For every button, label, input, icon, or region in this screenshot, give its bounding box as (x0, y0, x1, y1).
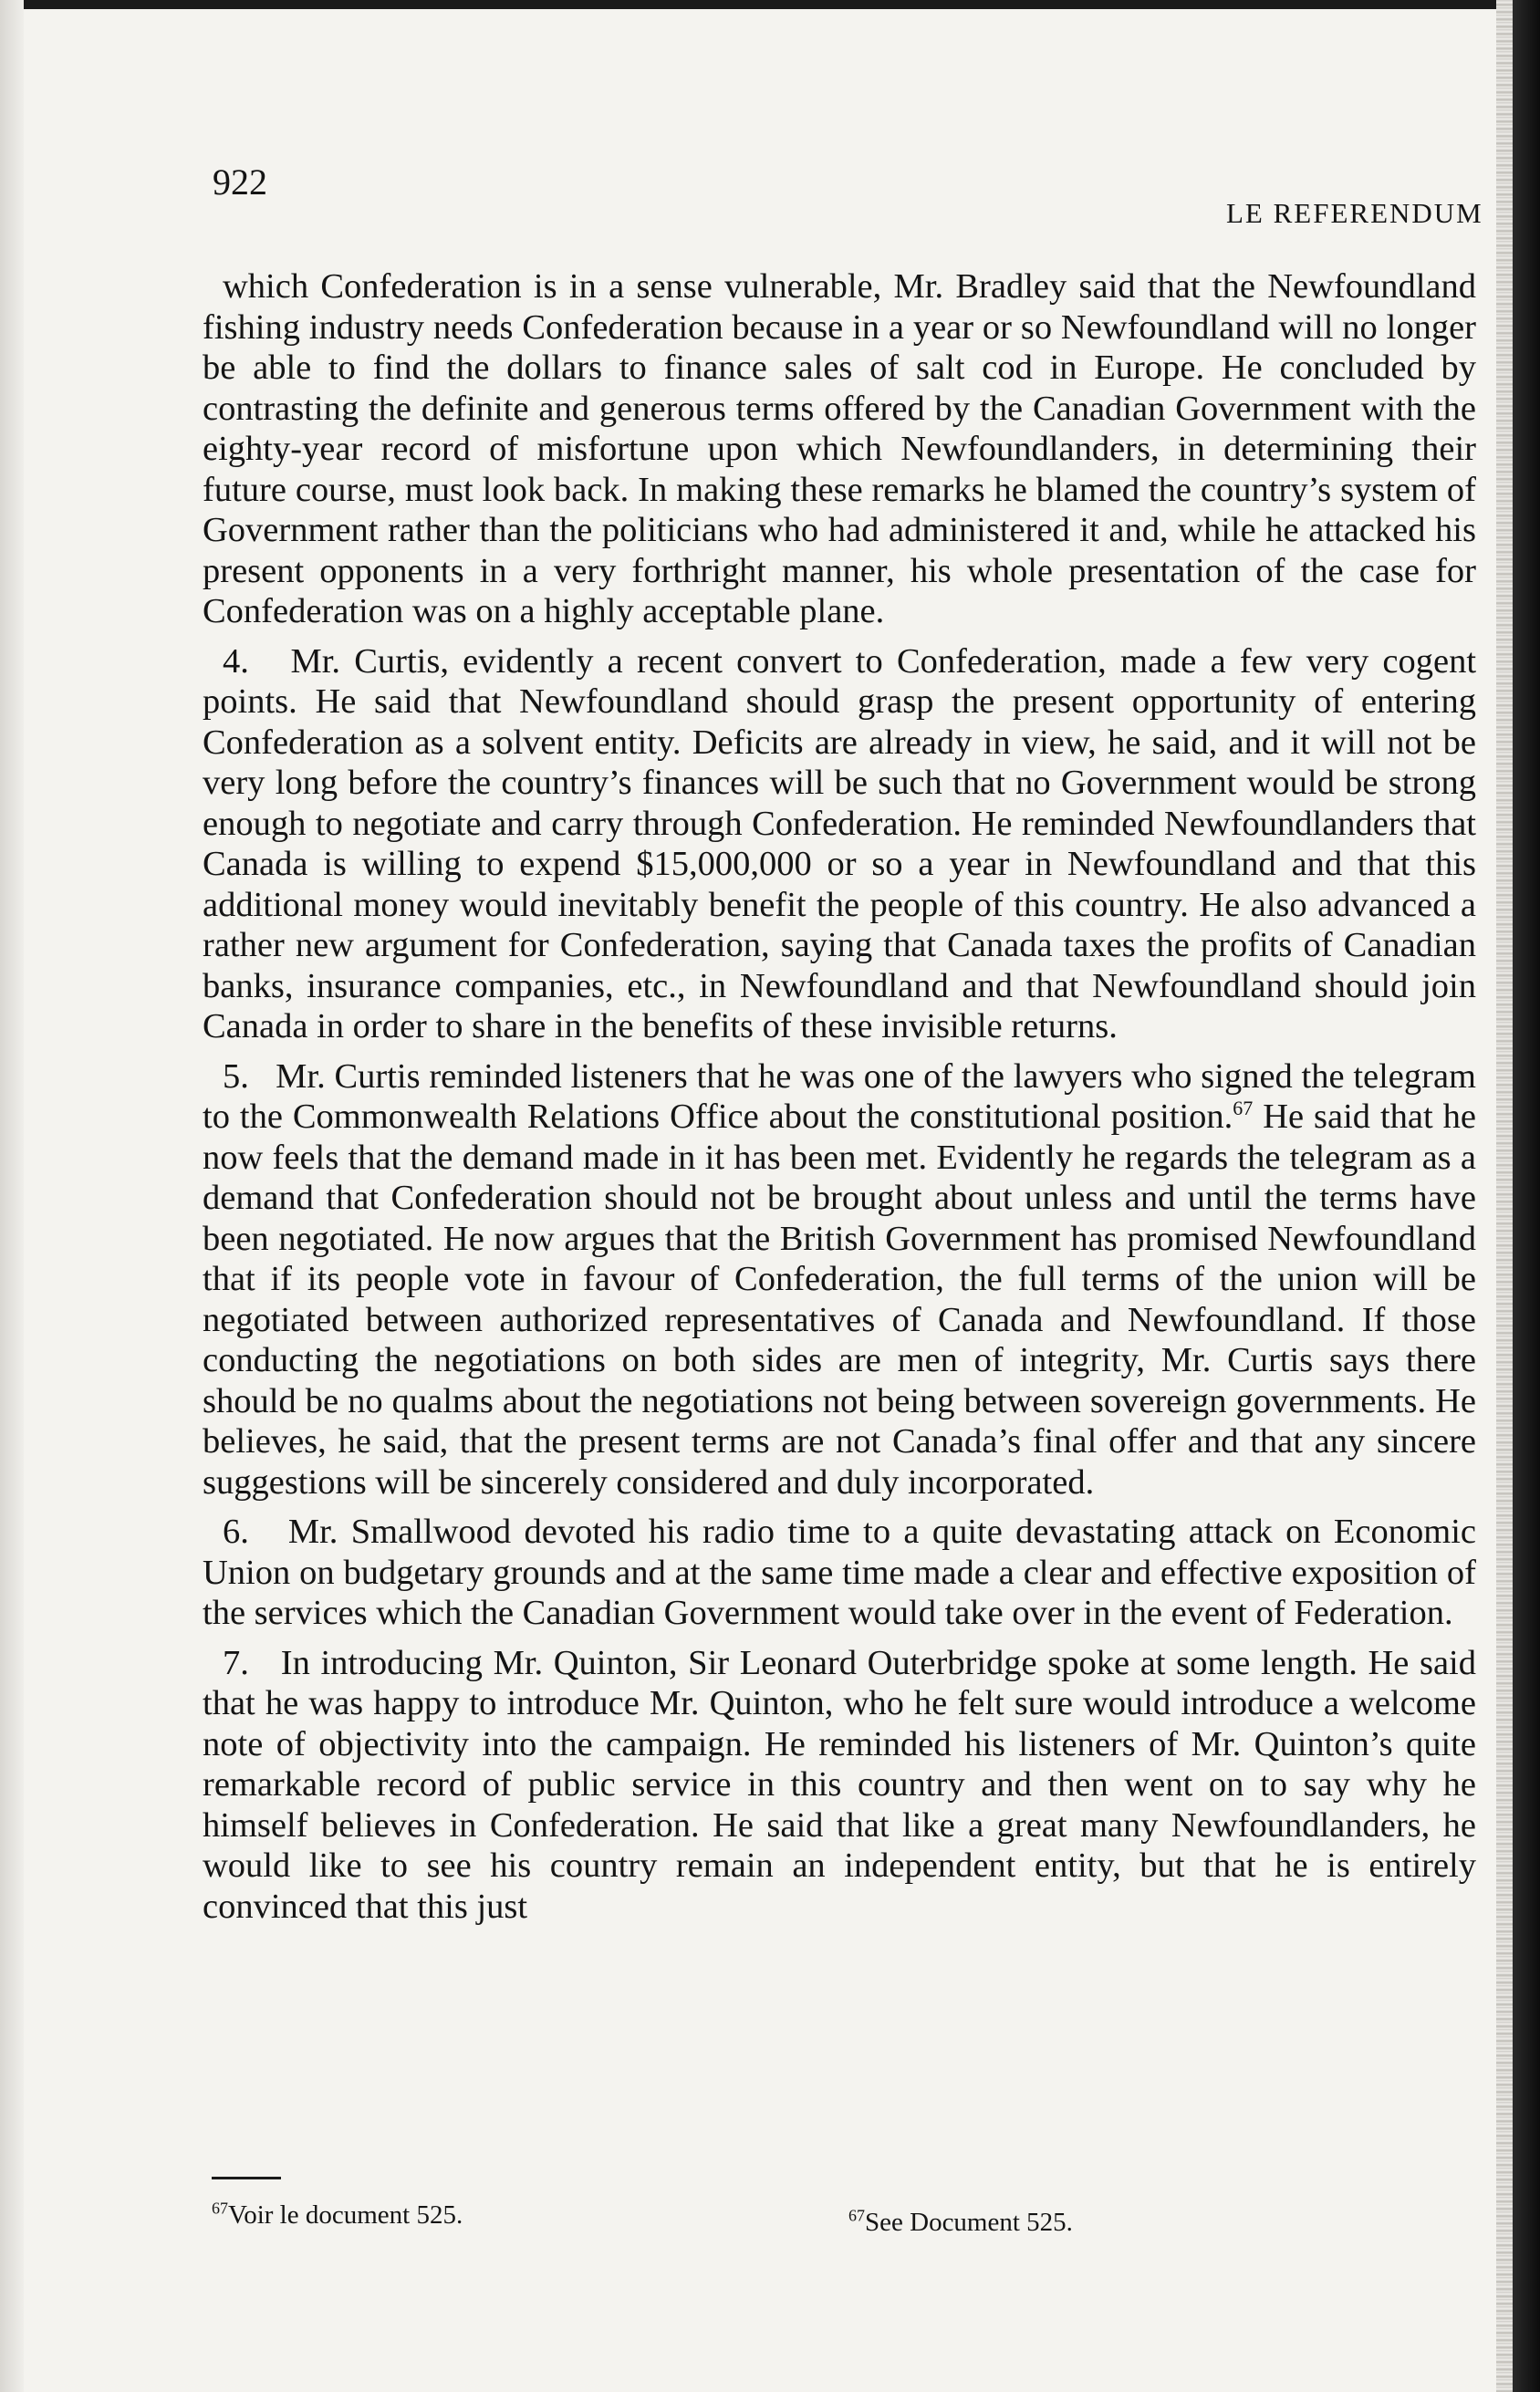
paragraph-number: 7. (223, 1643, 249, 1682)
paragraph-4 (203, 641, 1476, 1047)
paragraph-6 (203, 1512, 1476, 1634)
running-head: LE REFERENDUM (1226, 197, 1483, 229)
footnote-reference[interactable]: 67 (1233, 1097, 1254, 1120)
paragraph-text: Mr. Curtis, evidently a recent convert to Confederation, made a few very cogent points. He said that Newfoundland should grasp the present opportunity of entering Confederation as a solvent entity. Deficits are already in view, he said, and it will not be very long before the country’s finances will be such that no Government would be strong enough to negotiate and carry through Confederation. He reminded Newfoundlanders that Canada is willing to expend $15,000,000 or so a year in Newfoundland and that this additional money would inevitably benefit the people of this country. He also advanced a rather new argument for Confederation, saying that Canada taxes the profits of Canadian banks, insurance companies, etc., in Newfoundland and that Newfoundland should join Canada in order to share in the benefits of these invisible returns. (203, 641, 1477, 1045)
paragraph-number: 4. (223, 641, 249, 681)
paragraph-5 (203, 1056, 1476, 1503)
page-binding-shadow (1496, 0, 1513, 2392)
page-left-edge (0, 0, 24, 2392)
footnote-text: See Document 525. (865, 2208, 1073, 2237)
page-number: 922 (213, 161, 267, 203)
paragraph-continued (203, 266, 1476, 632)
footnote-mark: 67 (212, 2199, 228, 2218)
footnote-divider (212, 2177, 281, 2179)
paragraph-number: 5. (223, 1056, 249, 1096)
paragraph-7 (203, 1643, 1476, 1928)
paragraph-text: In introducing Mr. Quinton, Sir Leonard Outerbridge spoke at some length. He said that he was happy to introduce Mr. Quinton, who he felt sure would introduce a welcome note of objectivity into the campaign. He reminded his listeners of Mr. Quinton’s quite remarkable record of public service in this country and then went on to say why he himself believes in Confederation. He said that like a great many Newfoundlanders, he would like to see his country remain an independent entity, but that he is entirely convinced that this just (203, 1643, 1477, 1926)
paragraph-text: Mr. Smallwood devoted his radio time to a quite devastating attack on Economic Union on budgetary grounds and at the same time made a clear and effective exposition of the services which the Canadian Government would take over in the event of Federation. (203, 1513, 1476, 1632)
paragraph-text: Mr. Curtis reminded listeners that he was one of the lawyers who signed the telegram to the Commonwealth Relations Office about the constitutional position. (203, 1056, 1477, 1136)
footnote-french (212, 2200, 463, 2231)
body-text (203, 266, 1476, 1936)
footnote-text: Voir le document 525. (228, 2200, 463, 2230)
paragraph-text-continued: He said that he now feels that the demand made in it has been met. Evidently he regards the telegram as a demand that Confederation should not be brought about unless and until the terms have been negotiated. He now argues that the British Government has promised Newfoundland that if its people vote in favour of Confederation, the full terms of the union will be negotiated between authorized representatives of Canada and Newfoundland. If those conducting the negotiations on both sides are men of integrity, Mr. Curtis says there should be no qualms about the negotiations not being between sovereign governments. He believes, he said, that the present terms are not Canada’s final offer and that any sincere suggestions will be sincerely considered and duly incorporated. (203, 1097, 1476, 1502)
page-right-edge (1513, 0, 1540, 2392)
footnote-english (848, 2208, 1073, 2238)
paragraph-number: 6. (223, 1513, 249, 1551)
paragraph-text: which Confederation is in a sense vulnerable, Mr. Bradley said that the Newfoundland fishing industry needs Confederation because in a year or so Newfoundland will no longer be able to find the dollars to finance sales of salt cod in Europe. He concluded by contrasting the definite and generous terms offered by the Canadian Government with the eighty-year record of misfortune upon which Newfoundlanders, in determining their future course, must look back. In making these remarks he blamed the country’s system of Government rather than the politicians who had administered it and, while he attacked his present opponents in a very forthright manner, his whole presentation of the case for Confederation was on a highly acceptable plane. (203, 267, 1476, 630)
top-border (0, 0, 1540, 9)
footnote-mark: 67 (848, 2206, 865, 2225)
